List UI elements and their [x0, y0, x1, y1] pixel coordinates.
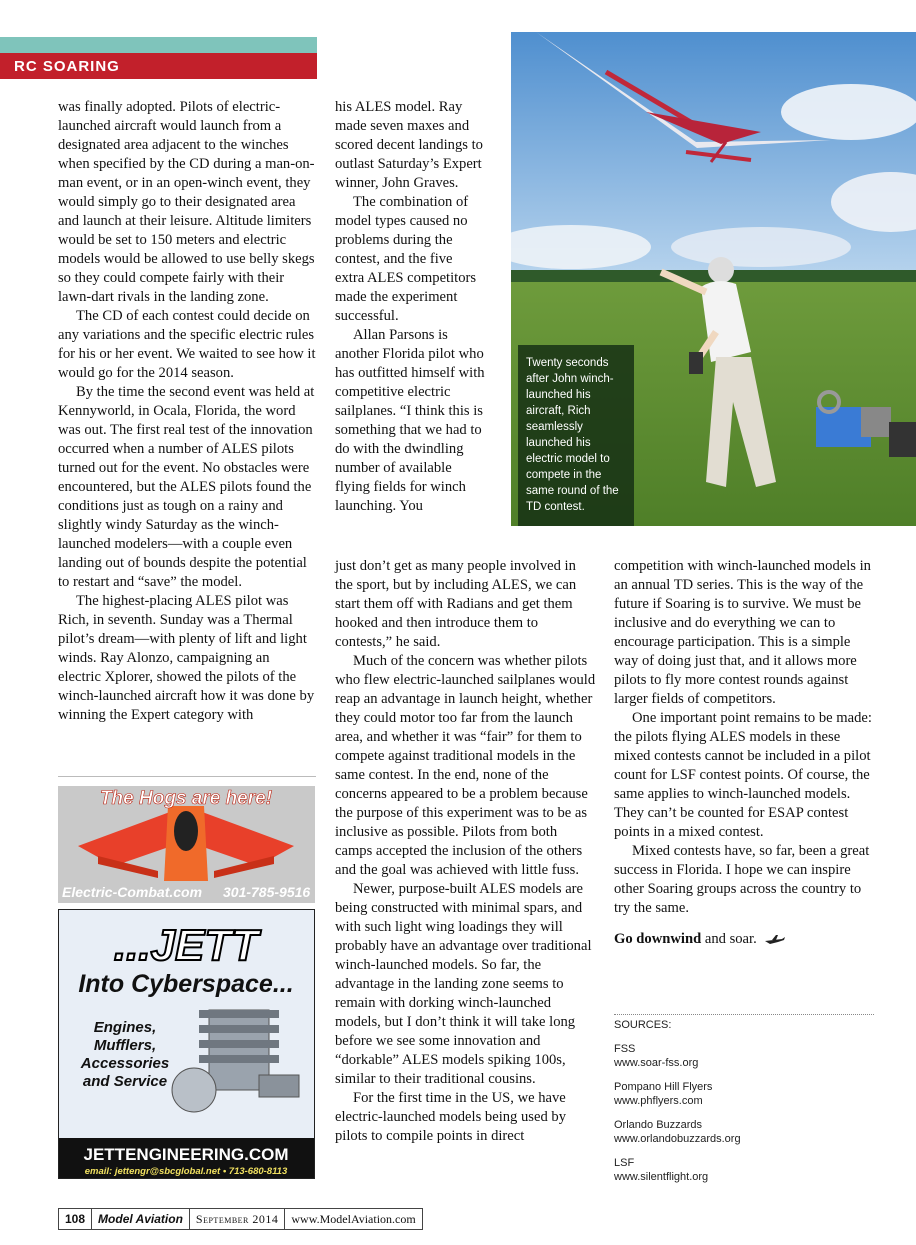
- source-item: [614, 1118, 874, 1146]
- issue-date: September 2014: [190, 1209, 285, 1229]
- paragraph: By the time the second event was held at Kennyworld, in Ocala, Florida, the word was out. The first real test of the innovation occurred when a number of ALES pilots turned out for the event. No obstacles were encountered, but the ALES pilots found the conditions just as tough on a rainy and slightly windy Saturday as the winch-launched modelers—with a couple even landing out of bounds despite the potential to restart and “save” the model.: [58, 384, 315, 590]
- source-link[interactable]: www.silentflight.org: [614, 1171, 709, 1183]
- ad2-service: Engines,: [93, 1019, 157, 1036]
- ad2-contact: email: jettengr@sbcglobal.net • 713-680-8113: [84, 1166, 288, 1177]
- paragraph: The combination of model types caused no problems during the contest, and the five extra ALES competitors made the experiment successful.: [335, 194, 477, 324]
- page-number: 108: [59, 1209, 92, 1229]
- photo-caption: Twenty seconds after John winch-launched his aircraft, Rich seamlessly launched his electric model to compete in the same round of the TD contest.: [518, 345, 634, 526]
- section-title: RC SOARING: [0, 53, 317, 79]
- signoff: [614, 930, 876, 949]
- paragraph: For the first time in the US, we have electric-launched models being used by pilots to compile points in direct: [335, 1090, 566, 1144]
- paragraph: One important point remains to be made: the pilots flying ALES models in these mixed contests cannot be included in a pilot count for LSF contest points. Of course, the same applies to winch-launched models. They can’t be counted for ESAP contest points in a mixed contest.: [614, 710, 872, 840]
- page-footer: [58, 1208, 423, 1230]
- ad1-phone: 301-785-9516: [223, 884, 311, 900]
- paragraph: Newer, purpose-built ALES models are being constructed with minimal spars, and with such light wing loadings they will probably have an advantage over traditional winch-launched models. So far, the advantage in the landing zone seems to remain with dorking winch-launched models, but I don’t think it will take long before we see some innovation and “dorkable” ALES models spiking 100s, similar to their traditional cousins.: [335, 881, 592, 1087]
- jett-engineering-ad[interactable]: [58, 909, 315, 1179]
- divider: [58, 776, 316, 777]
- electric-combat-ad-art: [58, 786, 315, 903]
- source-link[interactable]: www.soar-fss.org: [614, 1057, 699, 1069]
- paragraph: The CD of each contest could decide on any variations and the specific electric rules for his or her event. We waited to see how it would go for the 2014 season.: [58, 308, 316, 381]
- ad2-service: Accessories: [80, 1055, 170, 1072]
- column-3: [614, 557, 876, 949]
- electric-combat-ad[interactable]: [58, 786, 315, 903]
- paragraph: The highest-placing ALES pilot was Rich, in seventh. Sunday was a Thermal pilot’s dream—with plenty of lift and light winds. Ray Alonzo, campaigning an electric Xplorer, showed the pilots of the winch-launched aircraft how it was done by winning the Expert category with: [58, 593, 315, 723]
- column-1: [58, 98, 316, 725]
- ad1-site: Electric-Combat.com: [62, 884, 203, 900]
- section-accent-bar: [0, 37, 317, 53]
- ad1-headline: The Hogs are here!: [99, 788, 273, 809]
- sources-heading: SOURCES:: [614, 1019, 672, 1031]
- ad2-logo: ...JETT: [113, 921, 259, 970]
- ad2-service: Mufflers,: [93, 1037, 157, 1054]
- source-name: Orlando Buzzards: [614, 1119, 703, 1131]
- magazine-name: Model Aviation: [92, 1209, 190, 1229]
- signoff-text: and soar.: [701, 931, 757, 947]
- paragraph: just don’t get as many people involved in the sport, but by including ALES, we can start them off with Radians and get them hooked and then introduce them to contests,” he said.: [335, 558, 577, 650]
- source-link[interactable]: www.orlandobuzzards.org: [614, 1133, 741, 1145]
- jett-engineering-ad-art: [59, 910, 314, 1178]
- plane-icon: [764, 934, 786, 946]
- source-name: Pompano Hill Flyers: [614, 1081, 713, 1093]
- paragraph: competition with winch-launched models in an annual TD series. This is the way of the future if Soaring is to survive. We must be inclusive and do everything we can to encourage participation. This is a simple way of doing just that, and it allows more pilots to fly more contest rounds against larger fields of competitors.: [614, 558, 871, 707]
- source-name: FSS: [614, 1043, 636, 1055]
- source-name: LSF: [614, 1157, 635, 1169]
- sources-box: [614, 1018, 874, 1194]
- source-item: [614, 1042, 874, 1070]
- paragraph: Mixed contests have, so far, been a great success in Florida. I hope we can inspire other Soaring groups across the country to try the same.: [614, 843, 870, 916]
- paragraph: Much of the concern was whether pilots who flew electric-launched sailplanes would reap an advantage in launch height, whether they could motor too far from the launch area, and whether it was “fair” for them to compete against traditional models in the same contest. In the end, none of the concerns appeared to be a problem because the purpose of this experiment was to be as inclusive as possible. Pilots from both camps accepted the inclusion of the others and the goal was achieved with little fuss.: [335, 653, 596, 878]
- paragraph: was finally adopted. Pilots of electric-launched aircraft would launch from a designated area adjacent to the winches when specified by the CD during a man-on-man event, or in an open-winch event, they would simply go to their designated area and launch at their leisure. Altitude limiters would be set to 150 meters and electric models would be allowed to use belly skegs so they could compete fairly with their lawn-dart rivals in the landing zone.: [58, 99, 315, 305]
- signoff-bold: Go downwind: [614, 931, 702, 947]
- source-item: [614, 1080, 874, 1108]
- footer-url[interactable]: www.ModelAviation.com: [291, 1211, 416, 1226]
- source-item: [614, 1156, 874, 1184]
- ad2-service: and Service: [82, 1073, 168, 1090]
- divider: [614, 1014, 874, 1016]
- source-link[interactable]: www.phflyers.com: [614, 1095, 703, 1107]
- column-2-top: [335, 98, 485, 516]
- ad2-tagline: Into Cyberspace...: [78, 970, 294, 998]
- paragraph: his ALES model. Ray made seven maxes and scored decent landings to outlast Saturday’s Expert winner, John Graves.: [335, 99, 483, 191]
- paragraph: Allan Parsons is another Florida pilot who has outfitted himself with competitive electric sailplanes. “I think this is something that we had to do with the dwindling number of available flying fields for winch launching. You: [335, 327, 485, 514]
- column-2-bottom: [335, 557, 597, 1146]
- ad2-website: JETTENGINEERING.COM: [83, 1145, 289, 1164]
